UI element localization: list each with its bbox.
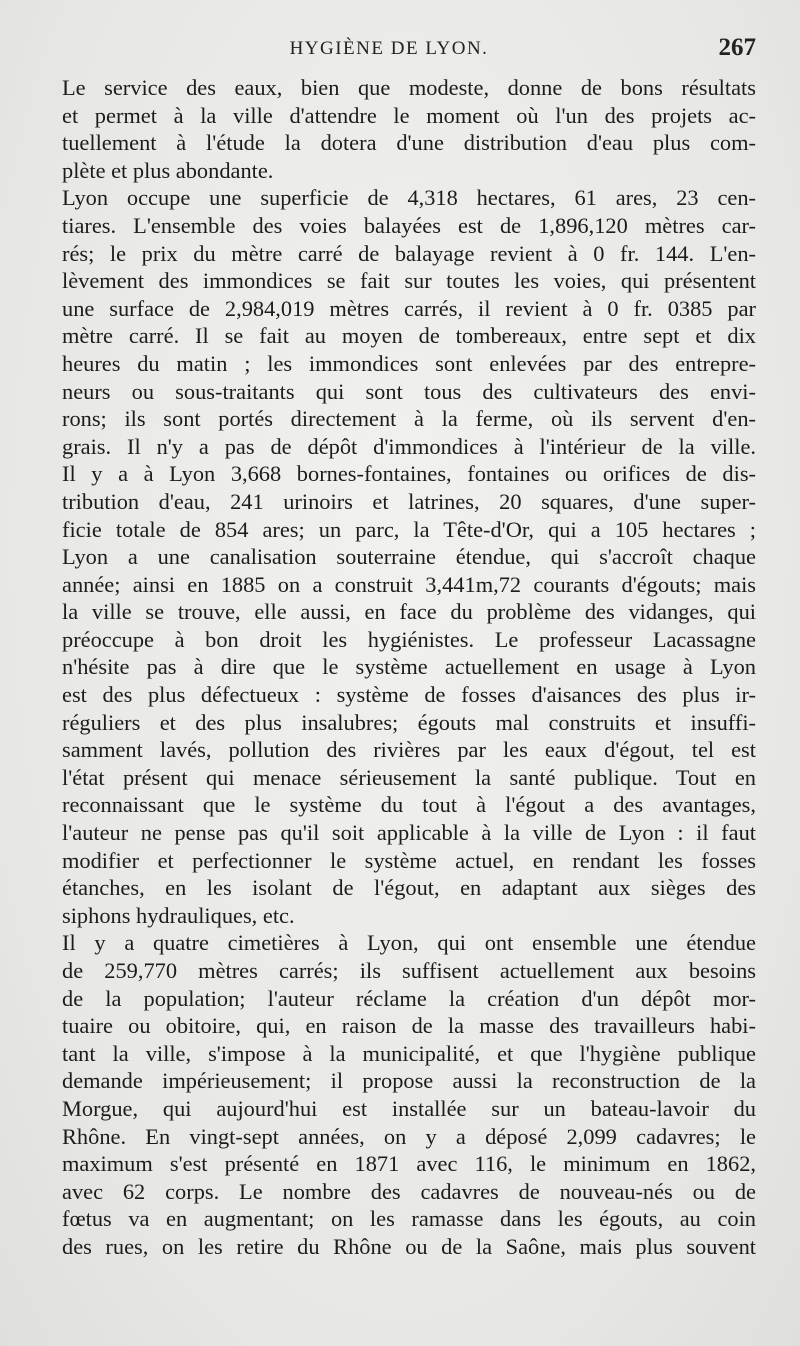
text-line: de 259,770 mètres carrés; ils suffisent actuellement aux besoins (62, 958, 756, 983)
text-line: grais. Il n'y a pas de dépôt d'immondices à l'intérieur de la ville. (62, 433, 756, 459)
text-line: et permet à la ville d'attendre le moment où l'un des projets ac- (62, 102, 756, 128)
text-line: plète et plus abondante. (62, 157, 274, 183)
text-line: Rhône. En vingt-sept années, on y a déposé 2,099 cadavres; le (62, 1123, 756, 1149)
text-line: Le service des eaux, bien que modeste, donne de bons résultats (62, 75, 756, 100)
text-line: de la population; l'auteur réclame la création d'un dépôt mor- (62, 985, 756, 1011)
text-line: année; ainsi en 1885 on a construit 3,441m,72 courants d'égouts; mais (62, 571, 756, 597)
text-line: préoccupe à bon droit les hygiénistes. Le professeur Lacassagne (62, 626, 756, 652)
page-number: 267 (718, 34, 756, 61)
paragraph (62, 929, 756, 1260)
text-line: tiares. L'ensemble des voies balayées est de 1,896,120 mètres car- (62, 212, 756, 238)
text-line: heures du matin ; les immondices sont enlevées par des entrepre- (62, 350, 756, 376)
text-line: tribution d'eau, 241 urinoirs et latrines, 20 squares, d'une super- (62, 488, 756, 514)
text-line: siphons hydrauliques, etc. (62, 902, 295, 928)
text-line: n'hésite pas à dire que le système actuellement en usage à Lyon (62, 654, 756, 680)
text-line: modifier et perfectionner le système actuel, en rendant les fosses (62, 847, 756, 873)
body-text (62, 74, 756, 1261)
text-line: tuellement à l'étude la dotera d'une distribution d'eau plus com- (62, 130, 756, 156)
running-head (62, 30, 756, 74)
text-line: tant la ville, s'impose à la municipalité, et que l'hygiène publique (62, 1040, 756, 1066)
text-line: fœtus va en augmentant; on les ramasse dans les égouts, au coin (62, 1206, 756, 1232)
text-line: ficie totale de 854 ares; un parc, la Tête-d'Or, qui a 105 hectares ; (62, 516, 756, 542)
text-line: avec 62 corps. Le nombre des cadavres de nouveau-nés ou de (62, 1178, 756, 1204)
text-line: Il y a quatre cimetières à Lyon, qui ont ensemble une étendue (62, 930, 756, 956)
paragraph (62, 74, 756, 184)
paragraph (62, 184, 756, 929)
text-line: la ville se trouve, elle aussi, en face du problème des vidanges, qui (62, 599, 756, 625)
text-line: l'auteur ne pense pas qu'il soit applicable à la ville de Lyon : il faut (62, 820, 756, 846)
text-line: tuaire ou obitoire, qui, en raison de la masse des travailleurs habi- (62, 1013, 756, 1039)
text-line: lèvement des immondices se fait sur toutes les voies, qui présentent (62, 268, 756, 294)
text-line: est des plus défectueux : système de fosses d'aisances des plus ir- (62, 682, 756, 708)
text-line: demande impérieusement; il propose aussi la reconstruction de la (62, 1068, 756, 1094)
running-title: HYGIÈNE DE LYON. (289, 38, 489, 59)
text-line: Morgue, qui aujourd'hui est installée sur un bateau-lavoir du (62, 1095, 756, 1121)
text-line: rés; le prix du mètre carré de balayage revient à 0 fr. 144. L'en- (62, 240, 756, 266)
text-line: étanches, en les isolant de l'égout, en adaptant aux sièges des (62, 875, 756, 901)
text-line: Il y a à Lyon 3,668 bornes-fontaines, fontaines ou orifices de dis- (62, 461, 756, 487)
text-line: reconnaissant que le système du tout à l'égout a des avantages, (62, 792, 756, 818)
text-line: maximum s'est présenté en 1871 avec 116, le minimum en 1862, (62, 1151, 756, 1177)
text-line: l'état présent qui menace sérieusement la santé publique. Tout en (62, 764, 756, 790)
text-line: neurs ou sous-traitants qui sont tous des cultivateurs des envi- (62, 378, 756, 404)
text-line: samment lavés, pollution des rivières par les eaux d'égout, tel est (62, 737, 756, 763)
text-line: des rues, on les retire du Rhône ou de la Saône, mais plus souvent (62, 1233, 756, 1259)
text-line: mètre carré. Il se fait au moyen de tombereaux, entre sept et dix (62, 323, 756, 349)
text-line: réguliers et des plus insalubres; égouts mal construits et insuffi- (62, 709, 756, 735)
text-line: Lyon a une canalisation souterraine étendue, qui s'accroît chaque (62, 544, 756, 570)
text-line: Lyon occupe une superficie de 4,318 hectares, 61 ares, 23 cen- (62, 185, 756, 211)
text-line: rons; ils sont portés directement à la ferme, où ils servent d'en- (62, 406, 756, 432)
text-line: une surface de 2,984,019 mètres carrés, il revient à 0 fr. 0385 par (62, 295, 756, 321)
